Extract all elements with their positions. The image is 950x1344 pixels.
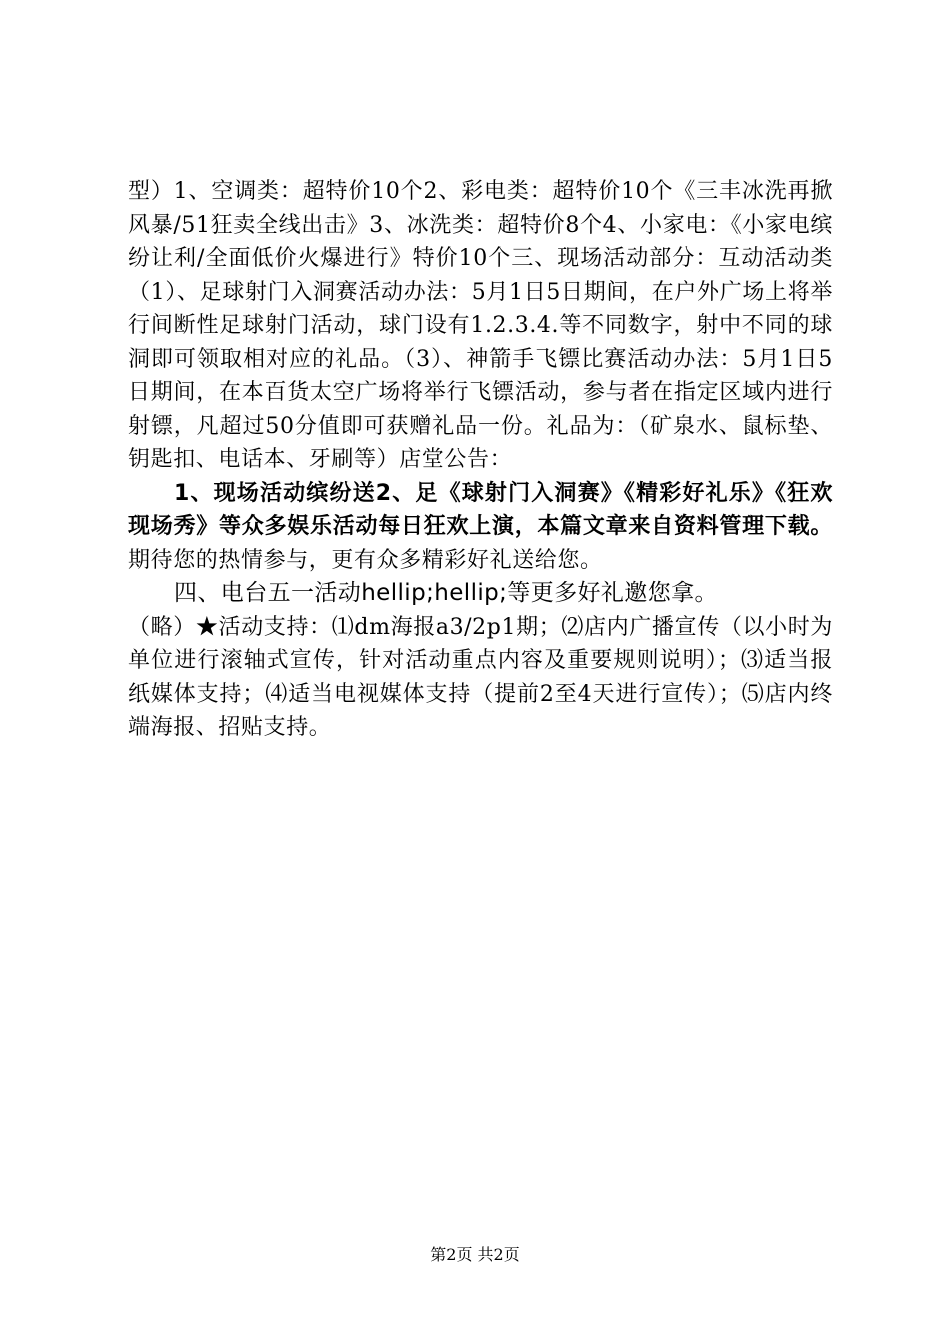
page-footer [0,1244,950,1266]
store-notice-text: 期待您的热情参与，更有众多精彩好礼送给您。 [128,547,603,573]
document-body [128,175,833,745]
section-heading-radio-activity: 四、电台五一活动hellip;hellip;等更多好礼邀您拿。 [174,580,718,606]
page-number: 第2页 共2页 [430,1245,520,1264]
paragraph-promotions: 型）1、空调类：超特价10个2、彩电类：超特价10个《三丰冰洗再掀风暴/51狂卖全线出击》3、冰洗类：超特价8个4、小家电：《小家电缤纷让利/全面低价火爆进行》特价10个三、现场活动部分：互动活动类（1）、足球射门入洞赛活动办法：5月1日5日期间，在户外广场上将举行间断性足球射门活动，球门设有1.2.3.4.等不同数字，射中不同的球洞即可领取相对应的礼品。（3）、神箭手飞镖比赛活动办法：5月1日5日期间，在本百货太空广场将举行飞镖活动，参与者在指定区域内进行射镖，凡超过50分值即可获赠礼品一份。礼品为：（矿泉水、鼠标垫、钥匙扣、电话本、牙刷等）店堂公告： [128,179,833,472]
paragraph-store-notice [128,477,833,578]
store-notice-bold-text: 1、现场活动缤纷送2、足《球射门入洞赛》《精彩好礼乐》《狂欢现场秀》等众多娱乐活动每日狂欢上演，本篇文章来自资料管理下载。 [128,480,833,539]
paragraph-activity-support: （略）★活动支持：⑴dm海报a3/2p1期；⑵店内广播宣传（以小时为单位进行滚轴式宣传，针对活动重点内容及重要规则说明）；⑶适当报纸媒体支持；⑷适当电视媒体支持（提前2至4天进行宣传）；⑸店内终端海报、招贴支持。 [128,614,833,740]
